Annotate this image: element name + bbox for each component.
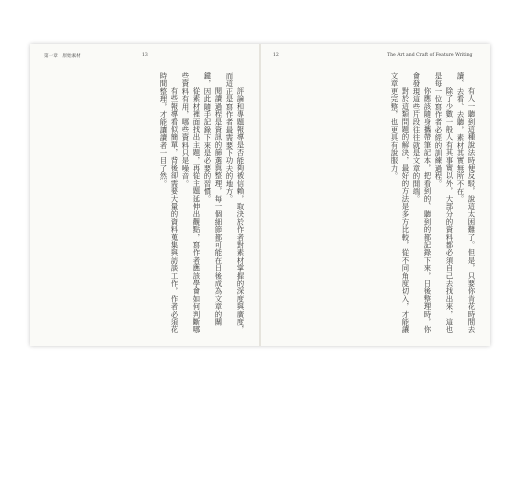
- paragraph: 你應該隨身攜帶筆記本，把看到的、聽到的都記錄下來，日後整理時，你會發現這些片段往往就是文章的開端。: [412, 72, 432, 334]
- paragraph: 有些報導看似簡單，背後卻需要大量的資料蒐集與訪談工作，作者必須花時間整理，才能讓讀者一目了然。: [159, 72, 179, 334]
- paragraph: 除了少數一般人有其事實以外，大部分的資料都必須自己去找出來，這也是每一位寫作者必經的訓練過程。: [434, 72, 454, 334]
- paragraph: 有人一聽到這種說法時便反駁，說這太困難了。但是，只要你肯花時間去讀、去看、去聽，素材其實無所不在。: [456, 72, 476, 334]
- paragraph: 閱讀過程是資訊的篩選與整理，每一個細節都可能在日後成為文章的關鍵，因此隨手記錄下來是必要的習慣。: [203, 72, 223, 326]
- paragraph: 對於這類問題的解決，最好的方法是多方比較，從不同角度切入，才能讓文章更完整，也更具有說服力。: [390, 72, 410, 334]
- left-page-body: [44, 72, 246, 334]
- left-page: [30, 44, 259, 346]
- paragraph: 評論和專題報導是否能夠被信賴，取決於作者對素材掌握的深度與廣度，而這正是寫作者最需要下功夫的地方。: [225, 72, 245, 334]
- left-page-header-title: 第一章 原始素材: [44, 54, 81, 59]
- right-page: [261, 44, 490, 346]
- book-spread: [30, 44, 490, 346]
- left-page-number: 13: [142, 53, 148, 58]
- right-page-number: 12: [273, 53, 279, 58]
- paragraph: 從素材裡面找出主題，再從主題延伸出觀點，寫作者應該學會如何判斷哪些資料有用，哪些資料只是噪音。: [181, 72, 201, 334]
- right-page-body: [275, 72, 477, 334]
- right-page-header-title: The Art and Craft of Feature Writing: [387, 53, 473, 58]
